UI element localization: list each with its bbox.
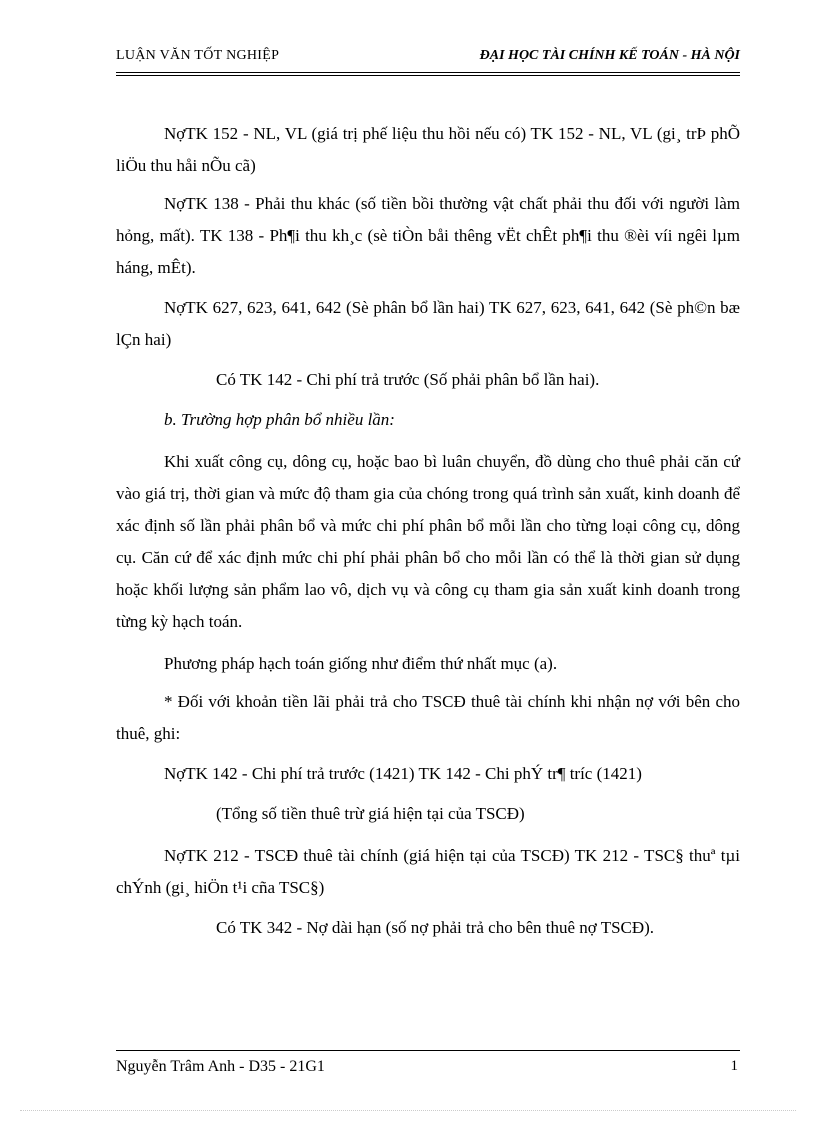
header-rule [116,72,740,73]
paragraph-method: Phương pháp hạch toán giống như điểm thứ nhất mục (a). [164,654,558,673]
header-left-title: LUẬN VĂN TỐT NGHIỆP [116,48,280,63]
paragraph-interest: * Đối với khoản tiền lãi phải trả cho TSCĐ thuê tài chính khi nhận nợ với bên cho thuê, ghi: [116,692,740,743]
footer-author: Nguyễn Trâm Anh - D35 - 21G1 [116,1058,325,1075]
page-number: 1 [730,1058,738,1074]
page-bottom-edge [20,1110,796,1111]
section-heading: b. Trường hợp phân bổ nhiều lần: [164,410,395,429]
paragraph-4: Có TK 142 - Chi phí trả trước (Số phải phân bổ lần hai). [216,370,600,389]
paragraph-3: NợTK 627, 623, 641, 642 (Sè phân bổ lần hai) TK 627, 623, 641, 642 (Sè ph©n bæ lÇn hai) [116,298,740,349]
paragraph-2: NợTK 138 - Phải thu khác (số tiền bồi thường vật chất phải thu đối với người làm hỏng, mất). TK 138 - Ph¶i thu kh¸c (sè tiÒn båi thêng vËt chÊt ph¶i thu ®èi víi ngêi lµm háng, mÊt). [116,194,740,277]
footer-rule [116,1050,740,1051]
paragraph-note: (Tổng số tiền thuê trừ giá hiện tại của TSCĐ) [216,804,525,823]
paragraph-body: Khi xuất công cụ, dông cụ, hoặc bao bì luân chuyển, đồ dùng cho thuê phải căn cứ vào giá trị, thời gian và mức độ tham gia của chóng trong quá trình sản xuất, kinh doanh để xác định số lần phải phân bổ và mức chi phí phân bổ mỗi lần cho từng loại công cụ, dông cụ. Căn cứ để xác định mức chi phí phải phân bổ cho mỗi lần có thể là thời gian sử dụng hoặc khối lượng sản phẩm lao vô, dịch vụ và công cụ tham gia sản xuất kinh doanh trong từng kỳ hạch toán. [116,452,740,631]
page-header [116,48,740,68]
paragraph-debit-212: NợTK 212 - TSCĐ thuê tài chính (giá hiện tại của TSCĐ) TK 212 - TSC§ thuª tµi chÝnh (gi¸ hiÖn t¹i cña TSC§) [116,846,740,897]
paragraph-1: NợTK 152 - NL, VL (giá trị phế liệu thu hồi nếu có) TK 152 - NL, VL (gi¸ trÞ phÕ liÖu thu håi nÕu cã) [116,124,740,175]
paragraph-credit-342: Có TK 342 - Nợ dài hạn (số nợ phải trả cho bên thuê nợ TSCĐ). [216,918,655,937]
header-right-title: ĐẠI HỌC TÀI CHÍNH KẾ TOÁN - HÀ NỘI [479,48,740,63]
paragraph-debit-142: NợTK 142 - Chi phí trả trước (1421) TK 142 - Chi phÝ tr¶ tríc (1421) [164,764,642,783]
header-rule-double [116,75,740,76]
